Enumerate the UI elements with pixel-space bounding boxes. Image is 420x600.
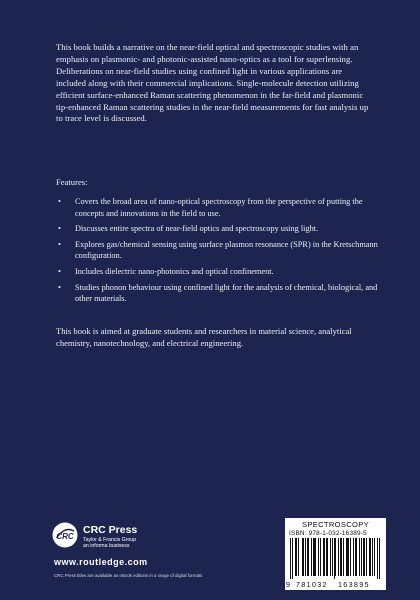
feature-text: Explores gas/chemical sensing using surface plasmon resonance (SPR) in the Kretschmann configuration. bbox=[75, 239, 378, 261]
publisher-group-name: Taylor & Francis Group bbox=[83, 537, 137, 543]
bullet-icon: • bbox=[58, 197, 61, 206]
publisher-website: www.routledge.com bbox=[54, 557, 148, 567]
barcode-icon bbox=[290, 538, 381, 579]
description-text: This book builds a narrative on the near-field optical and spectroscopic studies with an emphasis on plasmonic- and photonic-assisted nano-optics as a tool for superlensing. Deliberations on near-field studies using confined light in various applications are included along with their commercial implications. Single-molecule detection utilizing efficient surface-enhanced Raman scattering phenomenon in the far-field and plasmonic tip-enhanced Raman scattering studies in the near-field measurements for fast analysis up to trace level is discussed. bbox=[56, 42, 369, 124]
isbn-text: ISBN: 978-1-032-16389-5 bbox=[289, 530, 367, 537]
ebook-note: CRC Press titles are available as eBook editions in a range of digital formats bbox=[54, 573, 203, 578]
features-list bbox=[56, 196, 378, 309]
feature-item bbox=[56, 196, 378, 219]
logo-text: CRC bbox=[56, 532, 74, 541]
features-heading: Features: bbox=[56, 177, 88, 187]
feature-text: Discusses entire spectra of near-field optics and spectroscopy using light. bbox=[75, 224, 319, 234]
bullet-icon: • bbox=[58, 266, 61, 276]
publisher-group bbox=[83, 537, 136, 550]
barcode-digits-left: 781032 bbox=[296, 580, 328, 589]
publisher-business: an informa business bbox=[83, 543, 130, 550]
publisher-block bbox=[52, 522, 252, 584]
feature-item bbox=[56, 223, 378, 235]
bullet-icon: • bbox=[58, 239, 61, 249]
barcode-digits-right: 163895 bbox=[338, 580, 370, 589]
feature-item bbox=[56, 282, 378, 305]
crc-logo-icon bbox=[52, 522, 78, 548]
barcode-block bbox=[285, 518, 386, 590]
bullet-icon: • bbox=[58, 224, 61, 234]
feature-item bbox=[56, 266, 378, 278]
publisher-name: CRC Press bbox=[83, 524, 138, 536]
audience-statement: This book is aimed at graduate students and researchers in material science, analytical chemistry, nanotechnology, and electrical engineering. bbox=[56, 326, 352, 348]
feature-text: Studies phonon behaviour using confined light for the analysis of chemical, biological, and other materials. bbox=[75, 282, 378, 304]
barcode-lead-digit: 9 bbox=[286, 580, 290, 589]
feature-item bbox=[56, 239, 378, 262]
subject-label: SPECTROSCOPY bbox=[302, 520, 369, 529]
bullet-icon: • bbox=[58, 282, 61, 292]
feature-text: Includes dielectric nano-photonics and optical confinement. bbox=[75, 266, 274, 276]
feature-text: Covers the broad area of nano-optical spectroscopy from the perspective of putting the concepts and innovations in the field to use. bbox=[75, 197, 363, 218]
book-description bbox=[56, 42, 372, 125]
